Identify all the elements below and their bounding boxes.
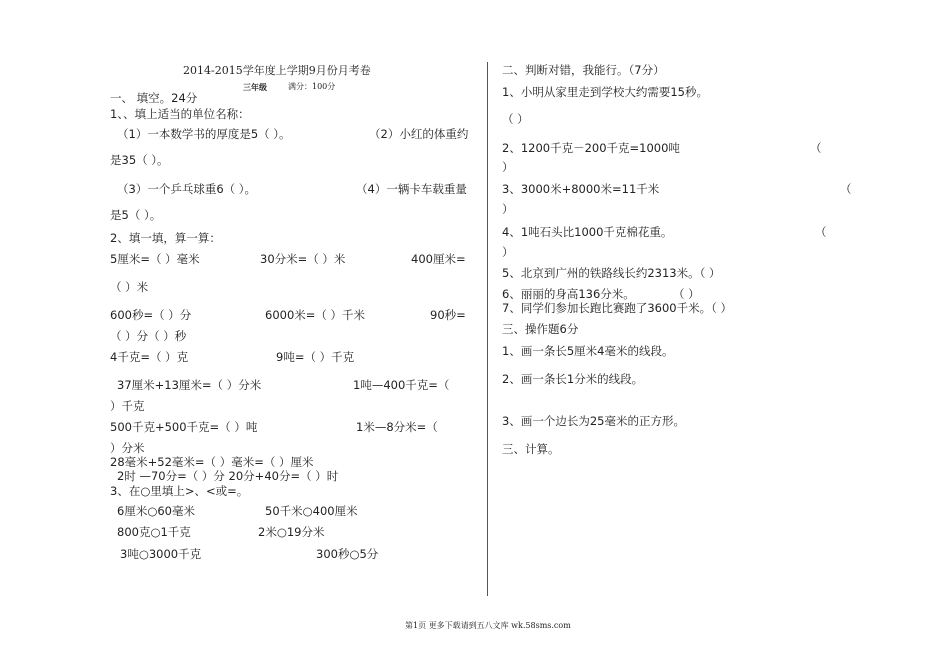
fill-item: 4千克=（ ）克 xyxy=(110,350,189,364)
question-3-heading: 3、在○里填上>、<或=。 xyxy=(110,484,249,498)
fill-item: 2时 —70分=（ ）分 20分+40分=（ ）时 xyxy=(117,469,339,483)
operation-item-2: 2、画一条长1分米的线段。 xyxy=(502,372,644,386)
judge-answer-3-close: ） xyxy=(502,202,514,216)
fill-item: ）千克 xyxy=(110,399,145,413)
compare-item: 300秒○5分 xyxy=(316,547,379,561)
fill-item: ）分米 xyxy=(110,441,145,455)
judge-item-3: 3、3000米+8000米=11千米 xyxy=(502,182,660,196)
compare-item: 50千米○400厘米 xyxy=(265,504,358,518)
fill-item: （ ）分（ ）秒 xyxy=(110,329,187,343)
fill-item: 6000米=（ ）千米 xyxy=(265,308,366,322)
question-1-item-4-cont: 是5（ ）。 xyxy=(110,208,162,222)
judge-answer-4-close: ） xyxy=(502,245,514,259)
judge-answer-3-open: （ xyxy=(840,182,852,196)
compare-item: 800克○1千克 xyxy=(117,525,191,539)
fill-item: （ ）米 xyxy=(110,280,149,294)
question-2-heading: 2、填一填，算一算： xyxy=(110,231,221,245)
judge-answer-6: （ ） xyxy=(673,287,700,301)
judge-item-6: 6、丽丽的身高136分米。 xyxy=(502,287,635,301)
judge-item-4: 4、1吨石头比1000千克棉花重。 xyxy=(502,225,673,239)
grade-label: 三年级 xyxy=(243,82,267,92)
section-1-heading: 一、 填空。24分 xyxy=(110,91,198,105)
fill-item: 1吨—400千克=（ xyxy=(353,378,450,392)
column-divider xyxy=(487,62,488,596)
fill-item: 5厘米=（ ）毫米 xyxy=(110,252,200,266)
fill-item: 400厘米= xyxy=(411,252,466,266)
fill-item: 500千克+500千克=（ ）吨 xyxy=(110,420,258,434)
judge-answer-1: （ ） xyxy=(502,112,529,126)
score-label: 满分：100分 xyxy=(288,82,336,91)
judge-item-5: 5、北京到广州的铁路线长约2313米。（ ） xyxy=(502,266,721,280)
judge-item-1: 1、小明从家里走到学校大约需要15秒。 xyxy=(502,85,708,99)
question-1-item-4: （4）一辆卡车载重量 xyxy=(356,182,467,196)
page-footer: 第1页 更多下载请到五八文库 wk.58sms.com xyxy=(405,621,571,630)
judge-item-2: 2、1200千克－200千克=1000吨 xyxy=(502,141,680,155)
question-1-heading: 1、、填上适当的单位名称： xyxy=(110,107,250,121)
question-1-item-3: （3）一个乒乓球重6（ ）。 xyxy=(117,182,257,196)
judge-answer-2-open: （ xyxy=(810,141,822,155)
compare-item: 3吨○3000千克 xyxy=(120,547,202,561)
fill-item: 90秒= xyxy=(430,308,466,322)
question-1-item-1: （1）一本数学书的厚度是5（ ）。 xyxy=(117,127,291,141)
operation-item-1: 1、画一条长5厘米4毫米的线段。 xyxy=(502,344,674,358)
fill-item: 1米—8分米=（ xyxy=(356,420,438,434)
section-3-heading: 三、操作题6分 xyxy=(502,322,579,336)
compare-item: 2米○19分米 xyxy=(258,525,325,539)
fill-item: 28毫米+52毫米=（ ）毫米=（ ）厘米 xyxy=(110,455,314,469)
operation-item-3: 3、画一个边长为25毫米的正方形。 xyxy=(502,414,685,428)
judge-answer-4-open: （ xyxy=(815,225,827,239)
question-1-item-2: （2）小红的体重约 xyxy=(369,127,469,141)
fill-item: 9吨=（ ）千克 xyxy=(276,350,355,364)
page-title: 2014-2015学年度上学期9月份月考卷 xyxy=(183,64,371,77)
fill-item: 37厘米+13厘米=（ ）分米 xyxy=(117,378,262,392)
section-4-heading: 三、计算。 xyxy=(502,442,560,456)
fill-item: 600秒=（ ）分 xyxy=(110,308,192,322)
section-2-heading: 二、判断对错，我能行。（7分） xyxy=(502,63,665,77)
compare-item: 6厘米○60毫米 xyxy=(117,504,195,518)
fill-item: 30分米=（ ）米 xyxy=(260,252,346,266)
judge-answer-2-close: ） xyxy=(502,160,514,174)
judge-item-7: 7、同学们参加长跑比赛跑了3600千米。（ ） xyxy=(502,301,732,315)
question-1-item-2-cont: 是35（ ）。 xyxy=(110,153,169,167)
